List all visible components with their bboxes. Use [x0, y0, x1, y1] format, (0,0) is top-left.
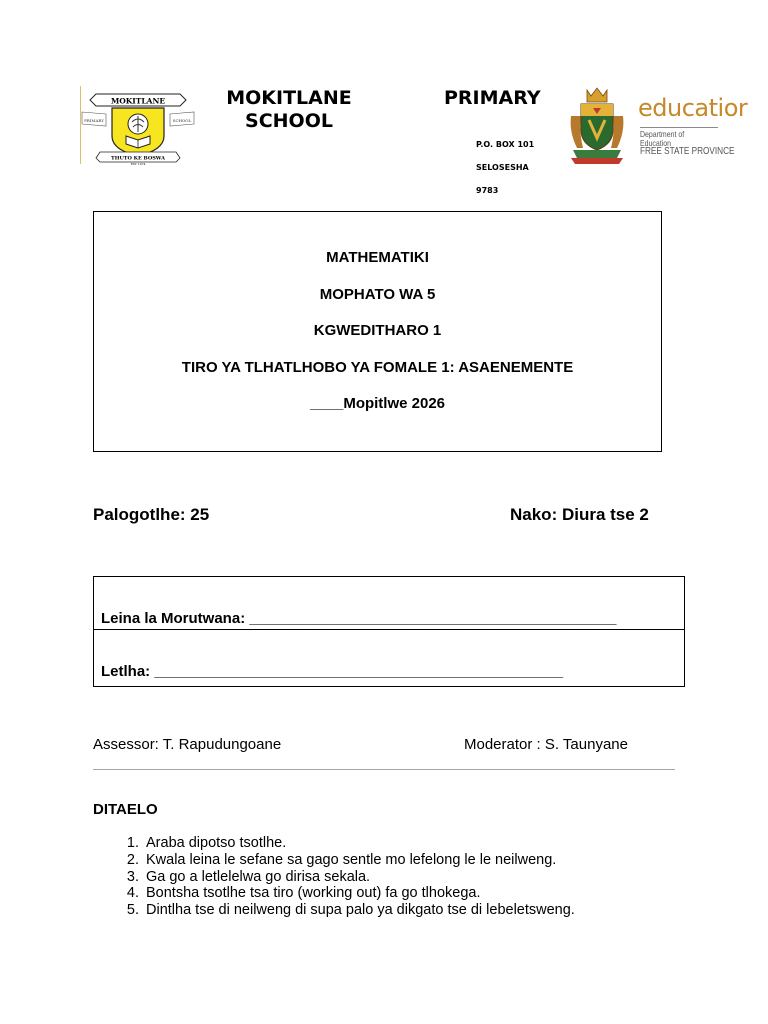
school-name-right: PRIMARY — [444, 87, 541, 109]
list-number: 1. — [126, 835, 139, 851]
school-address — [476, 140, 534, 209]
department-logo-subtext — [640, 130, 734, 157]
address-line: 9783 — [476, 186, 499, 195]
address-line: SELOSESHA — [476, 163, 529, 172]
total-marks: Palogotlhe: 25 — [93, 505, 210, 524]
list-text: Araba dipotso tsotlhe. — [146, 835, 287, 851]
logo-side-left-text: PRIMARY — [84, 118, 104, 123]
logo-established-text: EST 1974 — [130, 162, 146, 166]
title-box — [93, 211, 662, 452]
address-line: P.O. BOX 101 — [476, 140, 535, 149]
department-line-1: Department of — [640, 129, 685, 139]
instructions-heading: DITAELO — [93, 801, 158, 818]
coat-of-arms-icon — [567, 86, 627, 166]
department-logo — [567, 86, 627, 166]
separator-line — [93, 769, 675, 770]
list-item — [110, 885, 575, 902]
logo-side-right-text: SCHOOL — [172, 118, 192, 123]
grade-title: MOPHATO WA 5 — [319, 286, 436, 303]
list-item — [110, 835, 575, 852]
instructions-list — [110, 835, 575, 919]
logo-motto-text: THUTO KE BOSWA — [111, 155, 165, 162]
learner-details-table — [93, 576, 685, 687]
table-divider — [94, 629, 684, 630]
list-item — [110, 869, 575, 886]
assessor-label: Assessor: T. Rapudungoane — [93, 736, 282, 753]
list-text: Bontsha tsotlhe tsa tiro (working out) fa go tlhokega. — [146, 885, 481, 902]
department-line-2: Education — [640, 137, 672, 148]
moderator-label: Moderator : S. Taunyane — [464, 736, 628, 753]
term-title: KGWEDITHARO 1 — [313, 322, 442, 339]
list-text: Dintlha tse di neilweng di supa palo ya dikgato tse di lebeletsweng. — [146, 902, 575, 919]
learner-name-field[interactable]: Leina la Morutwana: ____________________________________________ — [101, 610, 617, 627]
school-name-left: MOKITLANE SCHOOL — [226, 87, 352, 132]
list-text: Ga go a letlelelwa go dirisa sekala. — [146, 868, 371, 885]
department-logo-word: educatior — [638, 94, 748, 122]
task-title: TIRO YA TLHATLHOBO YA FOMALE 1: ASAENEMENTE — [181, 359, 574, 376]
list-number: 4. — [126, 885, 139, 902]
list-text: Kwala leina le sefane sa gago sentle mo lefelong le le neilweng. — [146, 851, 557, 868]
date-title: ____Mopitlwe 2026 — [309, 395, 446, 412]
list-number: 2. — [126, 851, 139, 868]
logo-divider — [80, 86, 81, 164]
subject-title: MATHEMATIKI — [326, 249, 429, 266]
list-item — [110, 852, 575, 869]
department-line-3: FREE STATE PROVINCE — [640, 146, 735, 157]
time-allowed: Nako: Diura tse 2 — [510, 505, 649, 524]
department-logo-rule — [640, 127, 718, 128]
list-number: 5. — [126, 902, 139, 919]
date-field[interactable]: Letlha: _________________________________________________ — [101, 663, 564, 680]
school-crest-icon — [80, 86, 198, 164]
list-number: 3. — [126, 868, 139, 885]
school-logo — [80, 86, 198, 164]
logo-banner-text: MOKITLANE — [110, 96, 166, 106]
list-item — [110, 902, 575, 919]
